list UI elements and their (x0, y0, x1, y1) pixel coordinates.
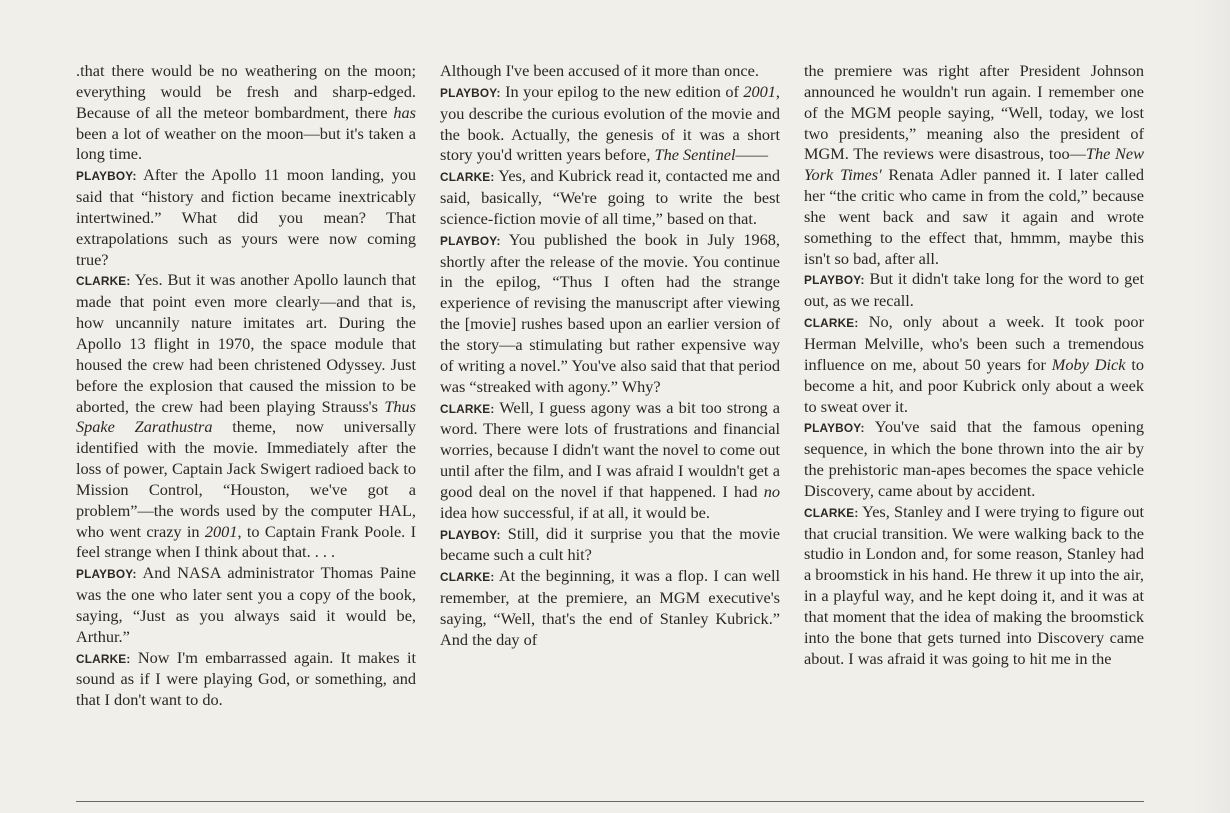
speaker-label: CLARKE: (440, 170, 495, 185)
text-run: .that there would be no weathering on the moon; everything would be fresh and sharp-edged. Because of all the meteor bombardment, there (76, 61, 416, 122)
text-run: Renata Adler panned it. I later called her “the critic who came in from the cold,” because she went back and saw it again and wrote something to the effect that, hmmm, maybe this isn't so bad, after all. (804, 165, 1144, 268)
text-run: In your epilog to the new edition of (500, 81, 744, 101)
speaker-label: PLAYBOY: (440, 233, 501, 248)
speaker-label: CLARKE: (440, 570, 495, 585)
paragraph (804, 502, 1144, 670)
speaker-label: CLARKE: (440, 401, 495, 416)
paragraph (440, 230, 780, 398)
paragraph (804, 417, 1144, 501)
text-run: Well, I guess agony was a bit too strong a word. There were lots of frustrations and financial worries, because I didn't want the novel to come out until after the film, and I was afraid I wouldn't get a good deal on the novel if that happened. I had (440, 397, 780, 501)
italic-text: The New York Times' (804, 144, 1144, 185)
speaker-label: PLAYBOY: (440, 527, 501, 542)
text-run: , to Captain Frank Poole. I feel strange when I think about that. . . . (76, 521, 417, 562)
italic-text: no (763, 481, 780, 501)
text-run: You published the book in July 1968, shortly after the release of the movie. You continue in the epilog, “Thus I often had the strange experience of revising the manuscript after viewing the [movie] rushes based upon an earlier version of the story—a stimulating but rather expensive way of writing a novel.” You've also said that that period was “streaked with agony.” Why? (440, 229, 780, 396)
speaker-label: PLAYBOY: (804, 273, 865, 288)
bottom-rule (76, 801, 1144, 802)
text-column-2 (440, 61, 780, 651)
speaker-label: CLARKE: (804, 505, 859, 520)
text-run: After the Apollo 11 moon landing, you said that “history and fiction became inextricably intertwined.” What did you mean? That extrapolations such as yours were now coming true? (76, 165, 416, 269)
paragraph (76, 165, 416, 270)
italic-text: 2001 (743, 81, 776, 101)
paragraph (440, 82, 780, 166)
text-run: Now I'm embarrassed again. It makes it sound as if I were playing God, or something, and that I don't want to do. (76, 647, 416, 710)
speaker-label: PLAYBOY: (440, 85, 501, 100)
text-run: , you describe the curious evolution of the movie and the book. Actually, the genesis of it was a short story you'd written years before, (440, 81, 780, 165)
text-run: to become a hit, and poor Kubrick only about a week to sweat over it. (804, 354, 1144, 416)
paragraph (440, 398, 780, 524)
paragraph (804, 61, 1144, 269)
paragraph (76, 61, 416, 165)
paragraph (804, 269, 1144, 312)
speaker-label: PLAYBOY: (76, 567, 137, 582)
italic-text: has (393, 102, 416, 122)
text-run: Yes, Stanley and I were trying to figure out that crucial transition. We were walking back to the studio in London and, for some reason, Stanley had a broomstick in his hand. He threw it up into the air, in a playful way, and he kept doing it, and it was at that moment that the idea of making the broomstick into the bone that gets turned into Discovery came about. I was afraid it was going to hit me in the (804, 501, 1144, 668)
text-run: Yes, and Kubrick read it, contacted me and said, basically, “We're going to write the best science-fiction movie of all time,” based on that. (440, 166, 780, 228)
italic-text: Moby Dick (1051, 354, 1126, 374)
text-run: And NASA administrator Thomas Paine was the one who later sent you a copy of the book, saying, “Just as you always said it would be, Arthur.” (76, 563, 416, 646)
text-run: But it didn't take long for the word to get out, as we recall. (804, 269, 1144, 311)
italic-text: The Sentinel (654, 145, 736, 165)
text-run: At the beginning, it was a flop. I can well remember, at the premiere, an MGM executive's saying, “Well, that's the end of Stanley Kubrick.” And the day of (440, 566, 780, 649)
speaker-label: CLARKE: (76, 274, 131, 289)
speaker-label: PLAYBOY: (804, 421, 865, 436)
text-run: the premiere was right after President Johnson announced he wouldn't run again. I remember one of the MGM people saying, “Well, today, we lost two presidents,” meaning also the president of MGM. The reviews were disastrous, too— (804, 61, 1144, 164)
paragraph (440, 166, 780, 230)
text-run: idea how successful, if at all, it would be. (440, 502, 710, 522)
text-column-1 (76, 61, 416, 711)
text-run: No, only about a week. It took poor Herman Melville, who's been such a tremendous influence on me, about 50 years for (804, 312, 1144, 374)
italic-text: Thus Spake Zarathustra (76, 396, 416, 437)
paragraph (440, 524, 780, 567)
text-run: —— (735, 145, 769, 165)
speaker-label: CLARKE: (804, 316, 859, 331)
text-run: Still, did it surprise you that the movie became such a cult hit? (440, 523, 780, 565)
paragraph (804, 312, 1144, 417)
paragraph (76, 563, 416, 647)
text-run: Yes. But it was another Apollo launch that made that point even more clearly—and that is, how uncannily nature imitates art. During the Apollo 13 flight in 1970, the space module that housed the crew had been christened Odyssey. Just before the explosion that caused the mission to be aborted, the crew had been playing Strauss's (76, 270, 416, 416)
text-run: theme, now universally identified with the movie. Immediately after the loss of power, Captain Jack Swigert radioed back to Mission Control, “Houston, we've got a problem”—the words used by the computer HAL, who went crazy in (76, 417, 416, 541)
text-run: Although I've been accused of it more than once. (440, 61, 759, 80)
paragraph (440, 61, 780, 82)
text-column-3 (804, 61, 1144, 669)
text-run: You've said that the famous opening sequence, in which the bone thrown into the air by the prehistoric man-apes becomes the space vehicle Discovery, came about by accident. (804, 417, 1144, 500)
speaker-label: CLARKE: (76, 651, 131, 666)
italic-text: 2001 (204, 521, 238, 541)
page-edge (1194, 0, 1230, 813)
paragraph (76, 648, 416, 712)
paragraph (76, 270, 416, 563)
paragraph (440, 566, 780, 650)
text-run: been a lot of weather on the moon—but it's taken a long time. (76, 123, 416, 164)
speaker-label: PLAYBOY: (76, 169, 137, 184)
